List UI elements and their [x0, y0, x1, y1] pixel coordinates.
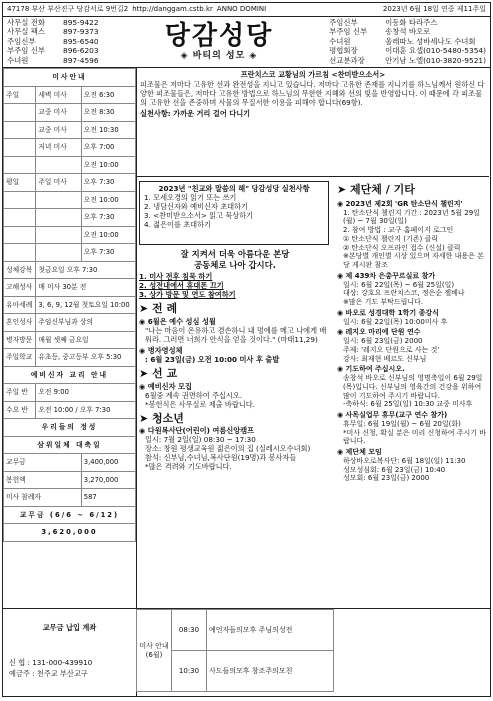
catechism-heading: 예비신자 교리 안내	[4, 366, 136, 384]
finance-value: 3,270,000	[81, 471, 135, 489]
mass-cell	[36, 156, 81, 174]
middle-column	[139, 249, 331, 471]
sacrament-value: 첫금요일 오후 7:30	[36, 261, 136, 279]
youth-note: *많은 격려와 기도바랍니다.	[145, 462, 232, 472]
liturgy-item-text: : 6월 23일(금) 오전 10:00 미사 후 출발	[145, 354, 280, 364]
staff-label: 평협회장	[329, 46, 358, 56]
contact-value: 896-6203	[63, 46, 99, 56]
mass-time: 08:30	[172, 610, 207, 651]
year-plan	[139, 181, 329, 245]
notice-line: 휴무일: 6월 19일(월) ~ 6월 20일(화)	[343, 419, 461, 428]
parish-subtitle: ◈ 바티의 성모 ◈	[180, 51, 258, 61]
finance-heading: 우리들의 정성	[4, 419, 136, 437]
notice-line: ② 탄소단식 오프라인 접수 (신설) 클릭	[343, 243, 461, 252]
notice-title-text: 바오로 성경대학 1학기 종강식	[345, 308, 439, 317]
notice-title-text: 사목실업무 휴무(교구 연수 참가)	[345, 411, 448, 419]
contact-label: 수녀원	[7, 55, 29, 65]
account-title: 교무금 납입 계좌	[42, 623, 97, 632]
staff-value: 울레따노 성바세나도 수녀회	[385, 36, 476, 46]
sacrament-label: 병자방문	[4, 331, 36, 349]
mass-cell: 오전 10:00	[81, 226, 135, 244]
account-number: 신 협 : 131-000-439910	[9, 658, 93, 667]
notice-line: 주제: '레지오 단원으로 사는 것'	[343, 345, 440, 354]
bulletin-page	[2, 2, 491, 697]
sacrament-value: 매 미사 30분 전	[36, 279, 136, 297]
mass-cell: 오후 7:00	[81, 139, 135, 157]
header	[3, 17, 490, 68]
liturgy-item-title: ◉ 6월은 예수 성심 성월	[139, 316, 216, 326]
youth-line: 참석: 신부님,수녀님,복사단원(19명)과 봉사자들	[145, 453, 297, 463]
liturgy-title-text: 병자영성체	[147, 345, 183, 355]
notice-title: ◉ 기도하여 주십시오.	[337, 365, 405, 374]
notice-title: ◉ 바오로 성경대학 1학기 종강식	[337, 308, 439, 317]
footer-right	[334, 609, 490, 697]
catechism-label: 주일 반	[4, 384, 36, 402]
notice-line: 성모회: 6월 23일(금) 2000	[343, 474, 430, 483]
liturgy-item-title: ◉ 병자영성체	[139, 345, 183, 355]
mass-cell: 오전 10:30	[81, 121, 135, 139]
contact-right	[327, 18, 488, 65]
mass-cell: 새벽 미사	[36, 86, 81, 104]
slogan-item: 1. 미사 전후 침묵 하기	[139, 272, 213, 281]
notice-title-text: 제단체 모임	[345, 448, 382, 456]
sacrament-value: 매월 셋째 금요일	[36, 331, 136, 349]
sacrament-label: 주일학교	[4, 349, 36, 367]
notice-title-text: 제 439차 은총꾸르실료 참가	[345, 271, 436, 280]
catechism-value: 오전 9:00	[36, 384, 136, 402]
contact-label: 주임신부	[7, 36, 36, 46]
sacrament-label: 유아세례	[4, 296, 36, 314]
notice-line: 일시: 6월 22일(목) 10:00미사 후	[343, 317, 448, 326]
notice-line: 송창석 바오로 신부님의 영명축일이 6월 29일(목)입니다. 신부님의 영육간의 건강을 위하여 많이 기도하여 주시기 바랍니다.	[343, 374, 483, 400]
teaching-practice: 실천사항: 가까운 거리 걸어 다니기	[140, 109, 251, 118]
parish-name: 당감성당	[164, 21, 274, 51]
notice-line: 일시: 6월 23일(금) 2000	[343, 337, 423, 345]
staff-value: 안기남 노엘(010-3820-9521)	[385, 55, 486, 65]
mass-cell	[4, 121, 36, 139]
finance-label: 미사 참례자	[4, 489, 82, 507]
notice-title-text: 레지오 마리에 단원 연수	[345, 328, 421, 337]
notice-title-text: 2023년 제2회 'GR 탄소단식 챌린지'	[345, 199, 463, 208]
mass-cell: 오후 7:30	[81, 209, 135, 227]
pope-teaching	[137, 68, 489, 177]
notice-line: 성모성심회: 6월 23일(금) 10:40	[343, 465, 446, 474]
mission-heading-text: 선 교	[152, 366, 178, 380]
contact-value: 895-9422	[63, 18, 99, 28]
mass-cell: 오전 8:30	[81, 104, 135, 122]
mass-heading: 미사안내	[4, 69, 136, 87]
contact-value: 897-4596	[63, 55, 99, 65]
slogan-line: 공동체로 나아 갑시다.	[194, 259, 276, 270]
sacrament-value: 유초등, 중고등부 오후 5:30	[36, 349, 136, 367]
notice-title: ◉ 제단체 모임	[337, 448, 382, 456]
catechism-label: 수요 반	[4, 401, 36, 419]
finance-sub: 삼위일체 대축일	[4, 436, 136, 454]
teaching-title: 프란치스코 교황님의 가르침 <찬미받으소서>	[240, 70, 386, 79]
liturgy-item-text: "나는 마음이 온유하고 겸손하니 내 멍에를 메고 나에게 배워라. 그러면 너희가 안식을 얻을 것이다." (마태11,29)	[145, 325, 327, 344]
youth-line: 장소: 창원 평생교육원 젊은이의 집 (실레시오수녀회)	[145, 444, 311, 454]
mass-cell: 오전 10:00	[81, 156, 135, 174]
contact-left	[5, 18, 101, 65]
notice-line: 2. 참여 방법 : 교구 홈페이지 로그인	[343, 226, 454, 234]
mission-text: 6월중 계속 권면하여 주십시오.	[145, 390, 243, 400]
mass-cell: 주일	[4, 86, 36, 104]
subtitle-text: 바티의 성모	[192, 51, 246, 61]
notice-title-text: 기도하여 주십시오.	[345, 365, 405, 374]
plan-item: 4. 젊은이를 초대하기	[144, 220, 211, 229]
address: 47178 부산 부산진구 당감서로 9번길2	[7, 5, 129, 14]
mass-table	[3, 68, 136, 542]
finance-note-value: 3,620,000	[4, 524, 136, 542]
plan-item: 1. 모세오경의 읽기 또는 쓰기	[144, 193, 237, 202]
mass-group: 예언자들의모후 주님의성전	[207, 610, 334, 651]
contact-value: 897-9373	[63, 27, 99, 37]
notice-line: ※본당별 개인별 시상 있으며 자세한 내용은 본당 게시판 참조	[343, 252, 484, 269]
teaching-text: 피조물은 저마다 고유한 선과 완전성을 지니고 있습니다. 저마다 고유한 존재를 지니기를 하느님께서 원하신 다양한 피조물들은, 저마다 고유한 방법으로 하느님의 무한한 지혜와 선의 빛을 반영합니다. 이 때문에 각 피조물의 고유한 선을 존중하며 사물의 무질서한 이용을 피해야 합니다(69항).	[140, 80, 485, 107]
finance-value: 587	[81, 489, 135, 507]
mass-cell: 저녁 미사	[36, 139, 81, 157]
anno: ANNO DOMINI	[216, 5, 267, 14]
catechism-value: 오전 10:00 / 오후 7:30	[36, 401, 136, 419]
youth-title: ◉ 다원복사단(어린이) 여름신앙캠프	[139, 426, 255, 436]
youth-line: 일시: 7월 2일(일) 08:30 ~ 17:30	[145, 435, 256, 445]
notice-heading: ➤ 제단체 / 기타	[337, 183, 415, 196]
staff-value: 이동화 타라주스	[385, 18, 438, 28]
notice-line: 하상바오로복사단: 6월 18일(일) 11:30	[343, 456, 466, 465]
mass-cell	[4, 244, 36, 262]
mission-note: *봉헌식은 사무실로 제출 바랍니다.	[145, 399, 255, 409]
mass-schedule	[136, 609, 334, 697]
staff-label: 수녀원	[329, 36, 351, 46]
mass-cell: 오후 7:30	[81, 174, 135, 192]
mass-cell	[4, 156, 36, 174]
account-info	[3, 609, 137, 697]
account-owner: 예금주 : 천주교 부산교구	[9, 669, 88, 678]
mass-cell: 교중 미사	[36, 121, 81, 139]
right-column	[337, 181, 489, 483]
mass-group: 사도들의모후 창조주의모친	[207, 651, 334, 692]
mass-time: 10:30	[172, 651, 207, 692]
liturgy-heading-text: 전 례	[152, 302, 178, 315]
staff-value: 송창석 바오로	[385, 27, 431, 37]
notice-line: ※많은 기도 부탁드립니다.	[343, 298, 424, 306]
notice-line: *미사 신청, 확실 분은 미리 신청하여 주시기 바랍니다.	[343, 428, 487, 446]
slogan-item: 3. 상가 방문 및 연도 참여하기	[139, 290, 236, 299]
left-column	[3, 68, 137, 608]
mass-cell	[36, 226, 81, 244]
footer	[3, 608, 490, 697]
mass-cell: 오후 7:30	[81, 244, 135, 262]
mass-cell: 오전 10:00	[81, 191, 135, 209]
mass-schedule-label: 미사 안내 (6월)	[137, 610, 172, 692]
mass-cell	[4, 209, 36, 227]
slogan-line: 잘 지켜서 더욱 아름다운 본당	[180, 249, 290, 259]
notice-line: 1. 탄소단식 챌린지 기간 : 2023년 5월 29일(월) ~ 7월 30일(일)	[343, 208, 480, 226]
contact-label: 부주임 신부	[7, 46, 46, 56]
notice-title: ◉ 사목실업무 휴무(교구 연수 참가)	[337, 411, 448, 419]
contact-label: 사무실 전화	[7, 18, 46, 28]
youth-heading: ➤ 청소년	[139, 411, 184, 425]
youth-heading-text: 청소년	[152, 411, 184, 425]
mass-cell: 주일 미사	[36, 174, 81, 192]
sacrament-value: 3, 6, 9, 12월 첫토요일 10:00	[36, 296, 136, 314]
finance-label: 봉헌액	[4, 471, 82, 489]
slogan-item: 2. 성전내에서 휴대폰 끄기	[139, 281, 224, 290]
notice-title: ◉ 제 439차 은총꾸르실료 참가	[337, 271, 436, 280]
mass-cell: 평일	[4, 174, 36, 192]
staff-label: 선교분과장	[329, 55, 365, 65]
mass-cell	[4, 191, 36, 209]
liturgy-title-text: 6월은 예수 성심 성월	[147, 316, 216, 326]
mass-cell	[4, 226, 36, 244]
finance-value: 3,400,000	[81, 454, 135, 472]
contact-label: 사무실 팩스	[7, 27, 46, 37]
mission-heading: ➤ 선 교	[139, 366, 178, 380]
mission-title: ◉ 예비신자 모집	[139, 381, 192, 391]
plan-item: 2. 냉담신자와 예비신자 초대하기	[144, 202, 248, 211]
finance-label: 교무금	[4, 454, 82, 472]
youth-title-text: 다원복사단(어린이) 여름신앙캠프	[147, 426, 255, 436]
mass-cell	[36, 209, 81, 227]
notice-heading-text: 제단체 / 기타	[350, 183, 415, 196]
mass-cell	[36, 244, 81, 262]
liturgy-heading: ➤ 전 례	[139, 302, 178, 315]
sacrament-label: 고해성사	[4, 279, 36, 297]
plan-item: 3. <찬미받으소서> 읽고 묵상하기	[144, 211, 254, 220]
sacrament-label: 혼인성사	[4, 314, 36, 332]
notice-line: 강사: 최재현 베르도 신부님	[343, 354, 427, 363]
contact-value: 895-6540	[63, 36, 99, 46]
mass-cell: 교중 미사	[36, 104, 81, 122]
url[interactable]: http://danggam.cstb.kr	[132, 5, 213, 14]
staff-value: 이대훈 요셉(010-5480-5354)	[385, 46, 486, 56]
parish-title	[155, 21, 283, 62]
finance-note-label: 교무금 (6/6 ~ 6/12)	[4, 506, 136, 524]
mission-title-text: 예비신자 모집	[147, 381, 192, 391]
notice-line: ① 탄소단식 챌린지 (기존) 클릭	[343, 234, 439, 243]
notice-title: ◉ 2023년 제2회 'GR 탄소단식 챌린지'	[337, 199, 463, 208]
notice-line: 일시: 6월 22일(목) ~ 6월 25일(일)	[343, 280, 455, 289]
top-bar	[3, 3, 490, 17]
notice-line: -축하식: 6월 25일(일) 10:30 교중 미사후	[343, 400, 473, 409]
sacrament-label: 성체강복	[4, 261, 36, 279]
mass-cell: 오전 6:30	[81, 86, 135, 104]
staff-label: 부주임 신부	[329, 27, 368, 37]
mass-cell	[4, 139, 36, 157]
mass-cell	[4, 104, 36, 122]
sacrament-value: 주임신부님과 상의	[36, 314, 136, 332]
staff-label: 주임신부	[329, 18, 358, 28]
issue-date: 2023년 6월 18일 연중 제11주일	[382, 5, 486, 14]
notice-title: ◉ 레지오 마리에 단원 연수	[337, 328, 421, 337]
notice-line: 대상: 강호요 프란치스코, 정은순 젤베나	[343, 289, 465, 298]
plan-title: 2023년 "친교와 말씀의 해" 당감성당 실천사항	[158, 184, 310, 193]
mass-cell	[36, 191, 81, 209]
